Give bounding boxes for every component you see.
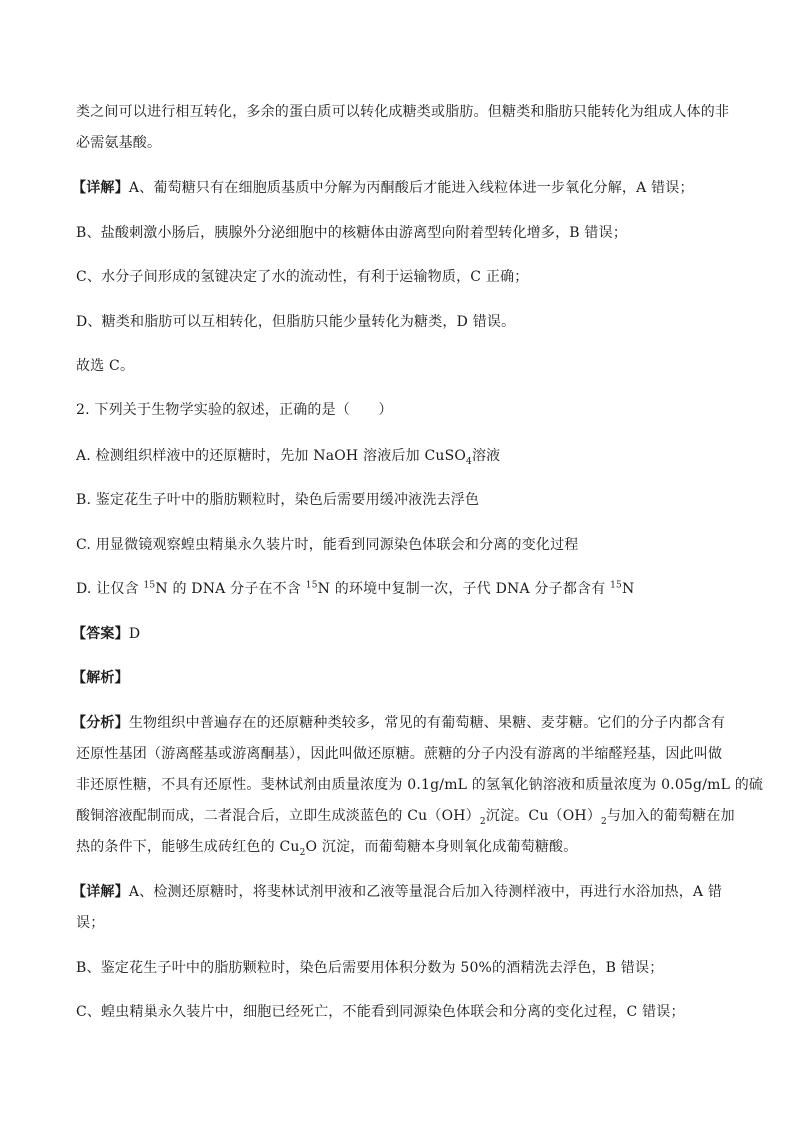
detail-d-line: D、糖类和脂肪可以互相转化，但脂肪只能少量转化为糖类，D 错误。 xyxy=(76,314,516,330)
question-stem: 2. 下列关于生物学实验的叙述，正确的是（ ） xyxy=(76,402,393,418)
detail-tag: 【详解】 xyxy=(72,884,129,900)
option-b: B. 鉴定花生子叶中的脂肪颗粒时，染色后需要用缓冲液洗去浮色 xyxy=(76,492,480,508)
detail-c-line: C、水分子间形成的氢键决定了水的流动性，有利于运输物质，C 正确； xyxy=(76,269,529,285)
detail2-b-line: B、鉴定花生子叶中的脂肪颗粒时，染色后需要用体积分数为 50%的酒精洗去浮色，B 错误； xyxy=(76,960,664,976)
detail-tag: 【详解】 xyxy=(72,180,129,196)
analysis-line: 非还原性糖，不具有还原性。斐林试剂由质量浓度为 0.1g/mL 的氢氧化钠溶液和质量浓度为 0.05g/mL 的硫 xyxy=(76,777,764,793)
analysis-line: 【分析】生物组织中普遍存在的还原糖种类较多，常见的有葡萄糖、果糖、麦芽糖。它们的分子内都含有 xyxy=(72,715,726,731)
paragraph-line: 类之间可以进行相互转化，多余的蛋白质可以转化成糖类或脂肪。但糖类和脂肪只能转化为组成人体的非 xyxy=(76,104,730,120)
answer-value: D xyxy=(128,626,141,642)
option-d: D. 让仅含 $^{15}$N 的 DNA 分子在不含 $^{15}$N 的环境中复制一次，子代 DNA 分子都含有 $^{15}$N xyxy=(76,580,635,597)
analysis-line: 酸铜溶液配制而成，二者混合后，立即生成淡蓝色的 $Cu(OH)_2$沉淀。$Cu(OH)_2$与加入的葡萄糖在加 xyxy=(76,808,735,827)
detail2-a-cont: 误； xyxy=(76,915,105,931)
conclusion-line: 故选 C。 xyxy=(76,358,135,374)
answer-line xyxy=(72,623,140,645)
detail-a-line xyxy=(72,177,694,199)
analysis-line: 热的条件下，能够生成砖红色的 $Cu_2O$ 沉淀，而葡萄糖本身则氧化成葡萄糖酸。 xyxy=(76,839,578,858)
option-c: C. 用显微镜观察蝗虫精巢永久装片时，能看到同源染色体联会和分离的变化过程 xyxy=(76,537,579,553)
analysis-subtag: 【分析】 xyxy=(72,715,129,731)
analysis-line: 还原性基团（游离醛基或游离酮基），因此叫做还原糖。蔗糖的分子内没有游离的半缩醛羟基，因此叫做 xyxy=(76,746,723,762)
paragraph-line: 必需氨基酸。 xyxy=(76,135,162,151)
answer-tag: 【答案】 xyxy=(72,626,129,642)
analysis-tag: 【解析】 xyxy=(72,670,129,686)
detail-a-text: A、葡萄糖只有在细胞质基质中分解为丙酮酸后才能进入线粒体进一步氧化分解，A 错误； xyxy=(128,180,694,196)
option-a: A. 检测组织样液中的还原糖时，先加 NaOH 溶液后加 CuSO$_4$溶液 xyxy=(76,448,501,467)
detail-b-line: B、盐酸刺激小肠后，胰腺外分泌细胞中的核糖体由游离型向附着型转化增多，B 错误； xyxy=(76,225,628,241)
detail2-c-line: C、蝗虫精巢永久装片中，细胞已经死亡，不能看到同源染色体联会和分离的变化过程，C 错误； xyxy=(76,1004,685,1020)
detail2-a-line: 【详解】A、检测还原糖时，将斐林试剂甲液和乙液等量混合后加入待测样液中，再进行水浴加热，A 错 xyxy=(72,884,723,900)
